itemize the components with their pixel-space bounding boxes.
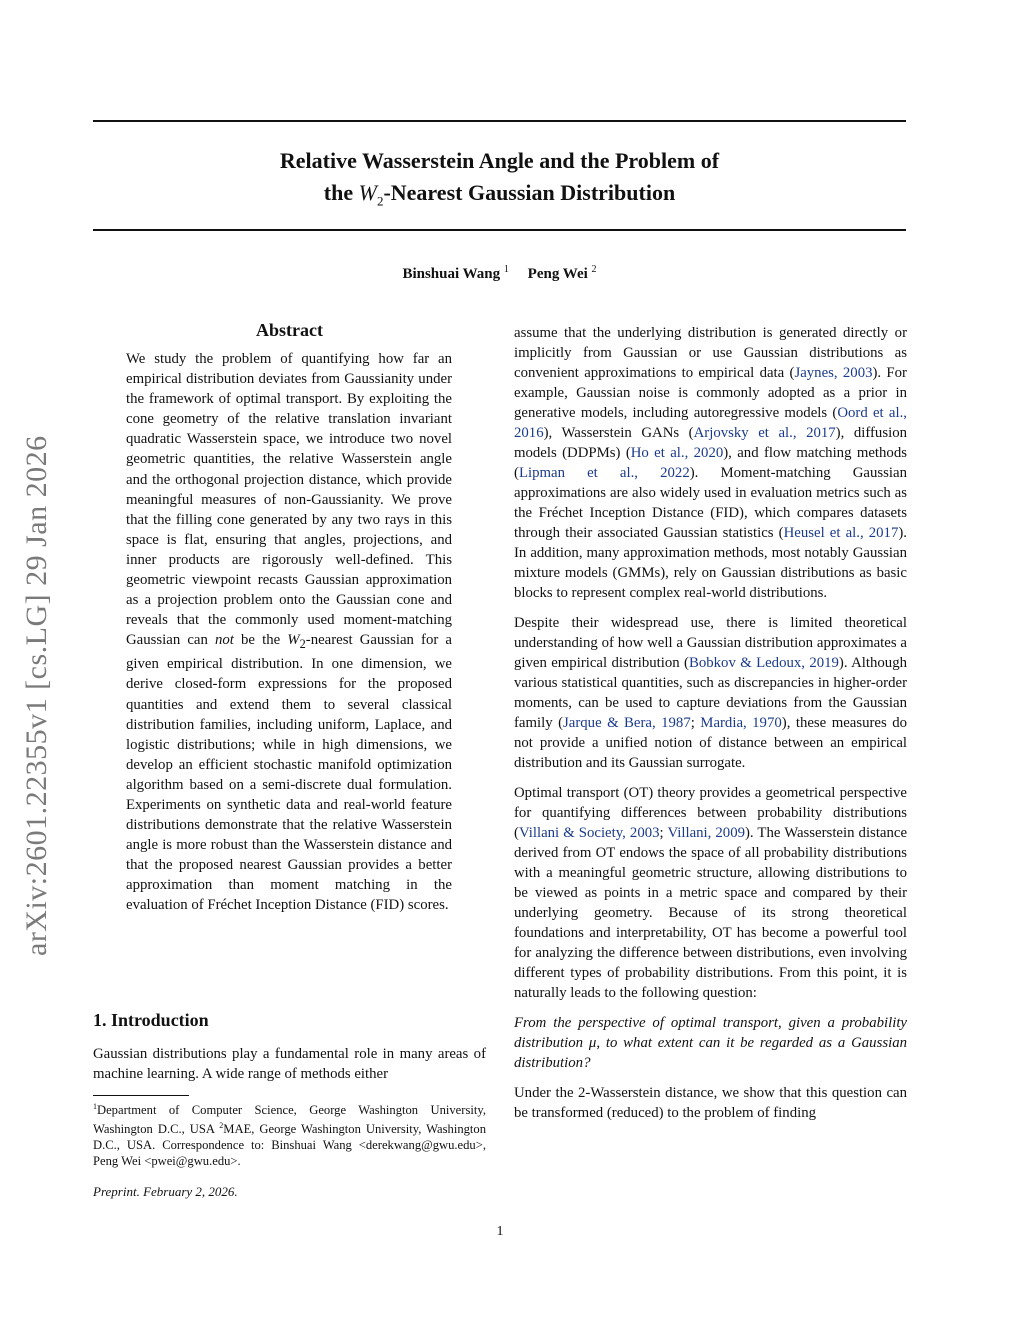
author-affiliation-mark: 2 [591, 264, 597, 275]
arxiv-identifier-stamp: arXiv:2601.22355v1 [cs.LG] 29 Jan 2026 [20, 435, 53, 956]
title-bottom-rule [93, 229, 906, 231]
intro-paragraph: Gaussian distributions play a fundamental role in many areas of machine learning. A wide range of methods either [93, 1046, 486, 1082]
citation-link[interactable]: Jarque & Bera, 1987 [563, 715, 691, 731]
section-heading-introduction: 1. Introduction [93, 1010, 209, 1030]
body-paragraph: Despite their widespread use, there is limited theoretical understanding of how well a Gaussian distribution approximates a given empirical distribution (Bobkov & Ledoux, 2019). Although various statistical quantities, such as discrepancies in higher-order moments, can be used to capture deviations from the Gaussian family (Jarque & Bera, 1987; Mardia, 1970), these measures do not provide a unified notion of distance between an empirical distribution and its Gaussian surrogate. [514, 615, 907, 771]
body-paragraph: Under the 2-Wasserstein distance, we show that this question can be transformed (reduced) to the problem of finding [514, 1085, 907, 1121]
citation-link[interactable]: Jaynes, 2003 [794, 365, 873, 381]
mu-symbol: μ [588, 1035, 597, 1051]
right-column [514, 323, 907, 1133]
citation-link[interactable]: Ho et al., 2020 [630, 445, 724, 461]
research-question: From the perspective of optimal transport, given a probability distribution μ, to what extent can it be regarded as a Gaussian distribution? [514, 1015, 907, 1071]
page-number: 1 [496, 1224, 504, 1239]
affiliation-footnote: $^1$Department of Computer Science, George Washington University, Washington D.C., USA $^2$MAE, George Washington University, Washington D.C., USA. Correspondence to: Binshuai Wang <derekwang@gwu.edu>, Peng Wei <pwei@gwu.edu>. [93, 1102, 487, 1169]
paper-title [93, 145, 906, 217]
w2-symbol: W [358, 180, 377, 205]
author-name: Binshuai Wang [402, 266, 501, 282]
footnote-rule [93, 1095, 189, 1096]
body-paragraph: Optimal transport (OT) theory provides a geometrical perspective for quantifying differences between probability distributions (Villani & Society, 2003; Villani, 2009). The Wasserstein distance derived from OT endows the space of all probability distributions with a meaningful geometric structure, allowing distributions to be viewed as points in a metric space and compared by their underlying geometry. Because of its strong theoretical foundations and interpretability, OT has become a powerful tool for analyzing the difference between distributions, even involving different types of probability distributions. From this point, it is naturally leads to the following question: [514, 785, 908, 1001]
author-list [93, 264, 906, 283]
citation-link[interactable]: Villani & Society, 2003 [518, 825, 660, 841]
body-paragraph: assume that the underlying distribution is generated directly or implicitly from Gaussian or use Gaussian distributions as convenient approximations to empirical data (Jaynes, 2003). For example, Gaussian noise is commonly adopted as a prior in generative models, including autoregressive models (Oord et al., 2016), Wasserstein GANs (Arjovsky et al., 2017), diffusion models (DDPMs) (Ho et al., 2020), and flow matching methods (Lipman et al., 2022). Moment-matching Gaussian approximations are also widely used in evaluation metrics such as the Fréchet Inception Distance (FID), which compares datasets through their associated Gaussian statistics (Heusel et al., 2017). In addition, many approximation methods, most notably Gaussian mixture models (GMMs), rely on Gaussian distributions as basic blocks to represent complex real-world distributions. [514, 325, 907, 601]
left-column [93, 320, 486, 916]
author-name: Peng Wei [527, 266, 588, 282]
author-affiliation-mark: 1 [503, 264, 509, 275]
title-line-2: the $W_2$-Nearest Gaussian Distribution [323, 180, 676, 209]
title-line-1: Relative Wasserstein Angle and the Problem of [279, 148, 720, 173]
citation-link[interactable]: Lipman et al., 2022 [518, 465, 690, 481]
citation-link[interactable]: Oord et al., 2016 [514, 405, 907, 441]
citation-link[interactable]: Arjovsky et al., 2017 [693, 425, 836, 441]
abstract-heading: Abstract [256, 320, 323, 340]
abstract-body: We study the problem of quantifying how far an empirical distribution deviates from Gaussianity under the framework of optimal transport. By exploiting the cone geometry of the relative translation invariant quadratic Wasserstein space, we introduce two novel geometric quantities, the relative Wasserstein angle and the orthogonal projection distance, which provide meaningful measures of non-Gaussianity. We prove that the filling cone generated by any two rays in this space is flat, ensuring that angles, projections, and inner products are rigorously well-defined. This geometric viewpoint recasts Gaussian approximation as a projection problem onto the Gaussian cone and reveals that the commonly used moment-matching Gaussian can not be the $W_2$-nearest Gaussian for a given empirical distribution. In one dimension, we derive closed-form expressions for the proposed quantities and extend them to several classical distribution families, including uniform, Laplace, and logistic distributions; while in high dimensions, we develop an efficient stochastic manifold optimization algorithm based on a semi-discrete dual formulation. Experiments on synthetic data and real-world feature distributions demonstrate that the relative Wasserstein angle is more robust than the Wasserstein distance and that the proposed nearest Gaussian provides a better approximation than moment matching in the evaluation of Fréchet Inception Distance (FID) scores. [126, 351, 452, 914]
citation-link[interactable]: Mardia, 1970 [700, 715, 782, 731]
citation-link[interactable]: Villani, 2009 [667, 825, 745, 841]
title-top-rule [93, 120, 906, 122]
preprint-notice: Preprint. February 2, 2026. [93, 1184, 238, 1199]
citation-link[interactable]: Bobkov & Ledoux, 2019 [688, 655, 839, 671]
citation-link[interactable]: Heusel et al., 2017 [783, 525, 899, 541]
